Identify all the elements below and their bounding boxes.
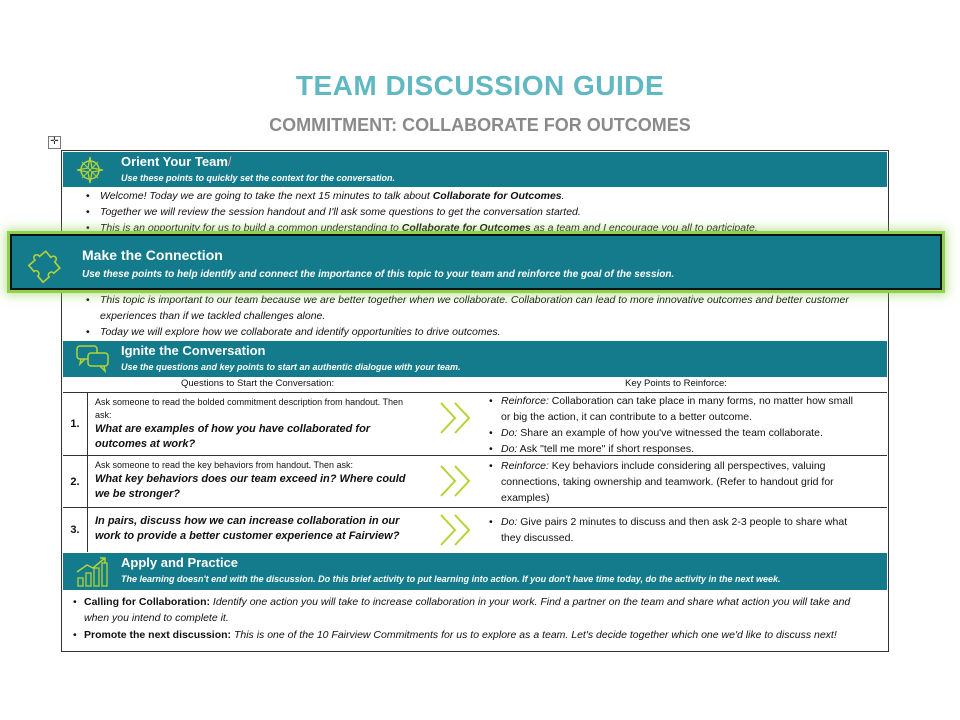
list-item: • Welcome! Today we are going to take the next 15 minutes to talk about Collaborate for Outcomes. [84, 188, 878, 204]
connection-band-selected[interactable] [10, 234, 942, 290]
compass-icon [75, 155, 105, 185]
key-point: • Do: Ask "tell me more" if short responses. [489, 441, 864, 457]
chevron-right-icon [439, 513, 475, 547]
discussion-guide-table [61, 150, 889, 652]
list-item: • This is an opportunity for us to build a common understanding to Collaborate for Outcomes as a team and I encourage you all to participate. [84, 220, 878, 236]
list-item: • This topic is important to our team because we are better together when we collaborate. Collaboration can lead to more innovative outcomes and better customer experiences than if we tackled challenges alone. [84, 292, 878, 324]
orient-band [63, 152, 887, 187]
chevron-right-icon [439, 464, 475, 498]
row-number: 1. [63, 393, 88, 455]
puzzle-icon [26, 244, 66, 284]
apply-band [63, 553, 887, 590]
connection-subtitle: Use these points to help identify and connect the importance of this topic to your team and reinforce the goal of the session. [82, 269, 675, 280]
apply-items [72, 594, 874, 644]
col-points-header: Key Points to Reinforce: [625, 378, 727, 389]
table-row [63, 508, 887, 552]
row-intro: Ask someone to read the key behaviors from handout. Then ask: [95, 460, 353, 470]
move-handle-icon[interactable]: ✛ [48, 136, 61, 149]
ignite-title: Ignite the Conversation [121, 343, 266, 358]
ignite-subtitle: Use the questions and key points to start an authentic dialogue with your team. [121, 362, 461, 372]
questions-header [63, 378, 887, 393]
key-point: • Reinforce: Key behaviors include considering all perspectives, valuing connections, taking ownership and teamwork. (Refer to handout grid for examples) [489, 458, 864, 506]
row-question: What key behaviors does our team exceed in? Where could we be stronger? [95, 473, 406, 500]
list-item: • Together we will review the session handout and I'll ask some questions to get the conversation started. [84, 204, 878, 220]
ignite-band [63, 341, 887, 377]
row-intro: Ask someone to read the bolded commitment description from handout. Then ask: [95, 397, 404, 420]
orient-subtitle: Use these points to quickly set the context for the conversation. [121, 173, 396, 183]
connection-bullets [84, 292, 878, 340]
list-item: • Calling for Collaboration: Identify one action you will take to increase collaboration in your work. Find a partner on the team and share what action you will take and when you intend to complete it. [72, 594, 874, 626]
growth-chart-icon [75, 556, 109, 588]
key-point: • Reinforce: Collaboration can take place in many forms, no matter how small or big the action, it can contribute to a better outcome. [489, 393, 864, 425]
table-row [63, 393, 887, 456]
table-row [63, 456, 887, 508]
col-questions-header: Questions to Start the Conversation: [181, 378, 335, 389]
text-cursor: / [227, 154, 232, 169]
orient-bullets [84, 188, 878, 236]
apply-subtitle: The learning doesn't end with the discussion. Do this brief activity to put learning into action. If you don't have time today, do the activity in the next week. [121, 574, 781, 584]
key-point: • Do: Give pairs 2 minutes to discuss and then ask 2-3 people to share what they discussed. [489, 514, 864, 546]
page-title: TEAM DISCUSSION GUIDE [295, 70, 665, 101]
list-item: • Promote the next discussion: This is one of the 10 Fairview Commitments for us to explore as a team. Let's decide together which one we'd like to discuss next! [72, 627, 874, 643]
connection-title: Make the Connection [82, 247, 223, 263]
row-question: What are examples of how you have collaborated for outcomes at work? [95, 423, 371, 450]
row-number: 3. [63, 508, 88, 552]
chevron-right-icon [439, 401, 475, 435]
orient-title: Orient Your Team [121, 154, 228, 169]
page-subtitle: COMMITMENT: COLLABORATE FOR OUTCOMES [269, 115, 691, 135]
list-item: • Today we will explore how we collaborate and identify opportunities to drive outcomes. [84, 324, 878, 340]
key-point: • Do: Share an example of how you've witnessed the team collaborate. [489, 425, 864, 441]
speech-bubbles-icon [75, 343, 111, 373]
apply-title: Apply and Practice [121, 555, 239, 570]
row-question: In pairs, discuss how we can increase collaboration in our work to provide a better customer experience at Fairview? [95, 515, 400, 542]
row-number: 2. [63, 456, 88, 507]
